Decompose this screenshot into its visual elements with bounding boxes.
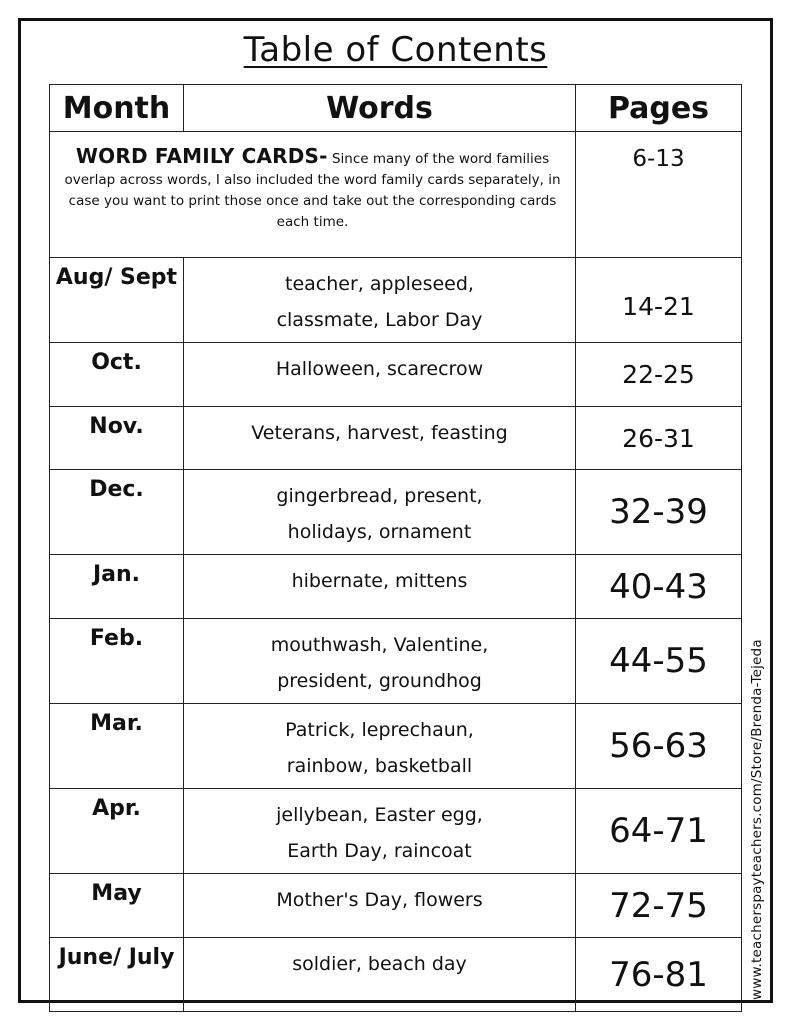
words-line: Mother's Day, flowers xyxy=(276,889,483,911)
pages-cell xyxy=(576,874,742,938)
month-cell: Feb. xyxy=(50,619,184,704)
word-family-cell xyxy=(50,132,576,258)
month-cell: Dec. xyxy=(50,470,184,555)
month-cell: Nov. xyxy=(50,407,184,470)
pages-header: Pages xyxy=(576,85,742,132)
words-line: mouthwash, Valentine, xyxy=(270,634,489,656)
words-line: jellybean, Easter egg, xyxy=(276,804,483,826)
words-line: soldier, beach day xyxy=(292,953,467,975)
pages-cell xyxy=(576,470,742,555)
words-line: Patrick, leprechaun, xyxy=(285,719,474,741)
pages-cell xyxy=(576,938,742,1012)
words-line: Veterans, harvest, feasting xyxy=(251,422,508,444)
page-range: 40-43 xyxy=(609,566,708,607)
pages-cell xyxy=(576,619,742,704)
words-line: Halloween, scarecrow xyxy=(275,358,484,380)
words-cell xyxy=(184,938,576,1012)
table-row xyxy=(50,789,742,874)
table-row xyxy=(50,343,742,407)
page-range: 76-81 xyxy=(609,954,708,995)
words-cell xyxy=(184,407,576,470)
table-row xyxy=(50,555,742,619)
word-family-pages: 6-13 xyxy=(576,132,742,258)
page-range: 72-75 xyxy=(609,885,708,926)
page-title: Table of Contents xyxy=(243,30,548,70)
word-family-note: Since many of the word families overlap across words, I also included the word family cards separately, in case you want to print those once and take out the corresponding cards each time. xyxy=(64,151,561,230)
table-row xyxy=(50,619,742,704)
month-cell: Jan. xyxy=(50,555,184,619)
pages-cell xyxy=(576,789,742,874)
month-cell: June/ July xyxy=(50,938,184,1012)
words-line: Earth Day, raincoat xyxy=(287,840,472,862)
words-cell xyxy=(184,343,576,407)
month-rows xyxy=(50,258,742,1012)
words-line: president, groundhog xyxy=(277,670,482,692)
page-range: 64-71 xyxy=(609,811,708,851)
words-cell xyxy=(184,874,576,938)
month-header: Month xyxy=(50,85,184,132)
table-row xyxy=(50,407,742,470)
page-range: 44-55 xyxy=(609,641,708,681)
pages-cell xyxy=(576,258,742,343)
page-range: 22-25 xyxy=(622,360,695,389)
words-line: hibernate, mittens xyxy=(291,570,468,592)
table-row xyxy=(50,258,742,343)
word-family-row xyxy=(50,132,742,258)
month-cell: Oct. xyxy=(50,343,184,407)
words-line: gingerbread, present, xyxy=(276,485,483,507)
words-cell xyxy=(184,258,576,343)
words-cell xyxy=(184,619,576,704)
words-header: Words xyxy=(184,85,576,132)
month-cell: Apr. xyxy=(50,789,184,874)
page-range: 14-21 xyxy=(622,291,695,321)
month-cell: Aug/ Sept xyxy=(50,258,184,343)
month-cell: Mar. xyxy=(50,704,184,789)
words-cell xyxy=(184,555,576,619)
page-range: 26-31 xyxy=(622,423,695,453)
words-line: classmate, Labor Day xyxy=(276,309,483,331)
contents-table xyxy=(49,84,742,1012)
page-range: 56-63 xyxy=(609,726,708,766)
words-cell xyxy=(184,789,576,874)
words-line: holidays, ornament xyxy=(287,521,472,543)
header-row xyxy=(50,85,742,132)
words-line: rainbow, basketball xyxy=(286,755,473,777)
page-range: 32-39 xyxy=(609,492,708,532)
pages-cell xyxy=(576,343,742,407)
pages-cell xyxy=(576,704,742,789)
table-row xyxy=(50,704,742,789)
table-row xyxy=(50,938,742,1012)
pages-cell xyxy=(576,407,742,470)
month-cell: May xyxy=(50,874,184,938)
table-row xyxy=(50,874,742,938)
words-line: teacher, appleseed, xyxy=(285,273,474,295)
words-cell xyxy=(184,470,576,555)
word-family-heading: WORD FAMILY CARDS- xyxy=(75,144,328,168)
pages-cell xyxy=(576,555,742,619)
table-row xyxy=(50,470,742,555)
words-cell xyxy=(184,704,576,789)
store-url: www.teacherspayteachers.com/Store/Brenda-Tejeda xyxy=(749,639,765,1000)
